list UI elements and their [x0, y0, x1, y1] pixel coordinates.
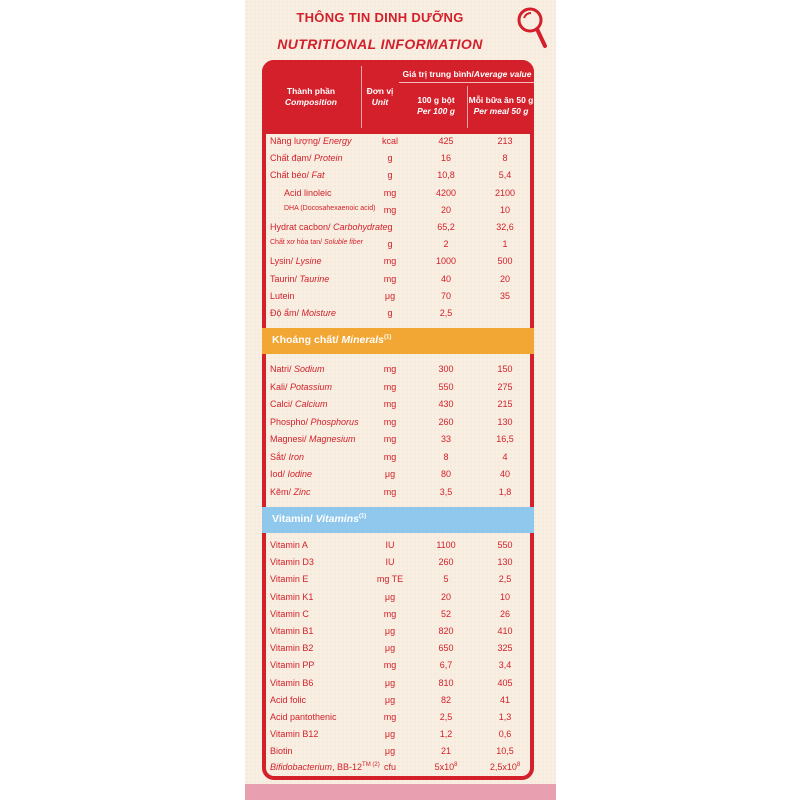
per-meal-header: Mỗi bữa ăn 50 g Per meal 50 g [468, 95, 534, 116]
table-row [266, 254, 530, 270]
unit-cell: mg [383, 364, 397, 374]
per-meal-cell: 215 [497, 399, 513, 409]
table-row [266, 237, 530, 253]
nutrient-name: Natri/ Sodium [270, 364, 325, 374]
unit-cell: μg [384, 746, 396, 757]
per-100g-cell: 82 [440, 694, 451, 705]
header-divider [467, 86, 468, 128]
per-100g-cell: 260 [438, 416, 454, 427]
per-meal-cell: 500 [497, 256, 513, 267]
per-meal-cell: 8 [502, 153, 508, 164]
unit-cell: g [387, 308, 393, 318]
nutrient-name: Calci/ Calcium [270, 399, 328, 409]
nutrient-name: Vitamin D3 [270, 557, 314, 568]
nutrient-name: Phospho/ Phosphorus [270, 416, 359, 427]
per-meal-cell: 20 [499, 273, 510, 284]
per-100g-cell: 70 [440, 290, 451, 301]
nutrient-name: Chất đạm/ Protein [270, 153, 343, 164]
unit-cell: mg [383, 187, 397, 198]
unit-cell: mg [383, 273, 397, 284]
table-row [266, 590, 530, 606]
per-100g-header: 100 g bột Per 100 g [417, 95, 455, 116]
unit-cell: mg [383, 486, 397, 497]
per-meal-cell: 150 [497, 364, 513, 374]
nutrient-name: Acid pantothenic [270, 712, 337, 722]
unit-cell: g [387, 170, 393, 181]
table-row [266, 397, 530, 413]
per-100g-cell: 650 [438, 643, 454, 654]
per-100g-cell: 1000 [435, 256, 457, 267]
per-meal-cell: 405 [497, 677, 513, 688]
unit-cell: mg [383, 416, 397, 427]
table-row [266, 658, 530, 674]
table-row [266, 432, 530, 448]
composition-header: Thành phần Composition [285, 86, 337, 107]
per-100g-cell: 1100 [436, 540, 456, 550]
nutrient-name: Taurin/ Taurine [270, 273, 330, 284]
table-row [266, 641, 530, 657]
per-meal-cell: 3,4 [498, 660, 512, 671]
table-row [266, 744, 530, 760]
unit-cell: mg [383, 660, 397, 671]
unit-cell: μg [384, 290, 396, 301]
unit-cell: g [387, 153, 393, 164]
per-100g-cell: 8 [443, 451, 449, 462]
table-row [266, 220, 530, 236]
per-100g-cell: 33 [440, 434, 451, 444]
unit-cell: kcal [381, 136, 398, 146]
table-row [266, 151, 530, 167]
table-row [266, 272, 530, 288]
per-100g-cell: 3,5 [439, 486, 453, 497]
nutrient-name: Biotin [270, 746, 293, 757]
table-row [266, 710, 530, 726]
per-100g-cell: 1,2 [439, 729, 453, 740]
nutrient-name: Lysin/ Lysine [270, 256, 322, 267]
unit-cell: μg [384, 694, 396, 705]
per-meal-cell: 550 [497, 540, 513, 550]
per-meal-cell: 2100 [494, 187, 516, 198]
per-meal-cell: 35 [499, 290, 510, 301]
title-vietnamese: THÔNG TIN DINH DƯỠNG [296, 10, 464, 25]
nutrient-name: Vitamin E [270, 574, 309, 585]
per-100g-cell: 550 [438, 381, 454, 392]
title-english: NUTRITIONAL INFORMATION [277, 36, 483, 52]
nutrient-name: Iod/ Iodine [270, 469, 313, 479]
table-row [266, 168, 530, 184]
per-meal-cell: 213 [497, 136, 513, 146]
header-divider [361, 66, 362, 128]
table-row [266, 485, 530, 501]
table-row [266, 203, 530, 219]
packaging-strip [245, 784, 556, 800]
nutrient-name: Lutein [270, 290, 295, 301]
unit-cell: mg [383, 451, 397, 462]
per-meal-cell: 10 [499, 204, 510, 215]
nutrient-name: Kali/ Potassium [270, 381, 333, 392]
unit-header: Đơn vị Unit [366, 86, 394, 107]
average-value-header: Giá trị trung bình/Average value [402, 69, 532, 79]
per-100g-cell: 10,8 [437, 170, 455, 181]
per-100g-cell: 2,5 [439, 308, 453, 318]
per-meal-cell: 275 [497, 381, 513, 392]
table-row [266, 693, 530, 709]
table-row [266, 306, 530, 322]
per-100g-cell: 260 [438, 557, 454, 568]
table-row [266, 624, 530, 640]
per-meal-cell: 0,6 [498, 729, 512, 740]
per-100g-cell: 6,7 [439, 660, 453, 671]
per-meal-cell: 2,5 [498, 574, 512, 585]
per-meal-cell: 32,6 [496, 222, 514, 232]
per-100g-cell: 40 [440, 273, 451, 284]
nutrient-name: Chất xơ hòa tan/ Soluble fiber [270, 239, 363, 247]
per-100g-cell: 20 [440, 591, 451, 602]
nutrient-name: Vitamin B6 [270, 677, 314, 688]
table-row [266, 134, 530, 150]
unit-cell: μg [384, 677, 396, 688]
nutrient-name: Acid linoleic [284, 187, 332, 198]
per-100g-cell: 65,2 [437, 222, 455, 232]
unit-cell: IU [385, 557, 395, 568]
unit-cell: mg [383, 608, 397, 619]
per-100g-cell: 2,5 [439, 712, 453, 722]
per-100g-cell: 5 [443, 574, 449, 585]
per-meal-cell: 16,5 [496, 434, 514, 444]
per-meal-cell: 4 [502, 451, 508, 462]
nutrient-name: Chất béo/ Fat [270, 170, 325, 181]
nutrient-name: Vitamin PP [270, 660, 315, 671]
nutrient-name: Vitamin B12 [270, 729, 319, 740]
per-meal-cell: 5,4 [498, 170, 512, 181]
table-row [266, 676, 530, 692]
nutrient-name: Vitamin K1 [270, 591, 314, 602]
nutrient-name: Độ ẩm/ Moisture [270, 308, 337, 318]
nutrient-name: Hydrat cacbon/ Carbohydrate [270, 222, 388, 232]
nutrient-name: Vitamin B1 [270, 626, 314, 636]
unit-cell: mg [383, 256, 397, 267]
table-row [266, 467, 530, 483]
per-meal-cell: 410 [497, 626, 513, 636]
per-100g-cell: 820 [438, 626, 454, 636]
unit-cell: mg TE [376, 574, 404, 585]
vitamins-band: Vitamin/ Vitamins$^{(1)}$ [262, 507, 534, 533]
per-meal-cell: 40 [499, 469, 510, 479]
unit-cell: mg [383, 434, 397, 444]
per-meal-cell: 130 [497, 416, 513, 427]
unit-cell: μg [384, 591, 396, 602]
table-row [266, 555, 530, 571]
nutrient-name: Acid folic [270, 694, 307, 705]
header-divider [399, 82, 534, 83]
table-row [266, 450, 530, 466]
per-100g-cell: 300 [438, 364, 454, 374]
table-row [266, 380, 530, 396]
unit-cell: g [387, 239, 393, 250]
per-meal-cell: 1 [502, 239, 508, 250]
per-meal-cell: 26 [499, 608, 510, 619]
per-100g-cell: 80 [440, 469, 451, 479]
table-row [266, 572, 530, 588]
table-row [266, 415, 530, 431]
unit-cell: μg [384, 626, 396, 636]
per-meal-cell: 1,3 [498, 712, 512, 722]
per-100g-cell: 16 [440, 153, 451, 164]
table-row [266, 362, 530, 378]
unit-cell: μg [384, 729, 396, 740]
table-row-bifidobacterium: Bifidobacterium, $BB-12^{TM (2)}$ cfu $5x10^8$ $2,5x10^8$ [270, 762, 521, 772]
nutrient-name: Năng lượng/ Energy [270, 136, 352, 146]
per-meal-cell: 41 [499, 694, 510, 705]
nutrient-name: Kẽm/ Zinc [270, 486, 311, 497]
nutrient-name: Magnesi/ Magnesium [270, 434, 356, 444]
per-100g-cell: 21 [440, 746, 451, 757]
per-100g-cell: 4200 [435, 187, 457, 198]
unit-cell: IU [385, 540, 395, 550]
unit-cell: mg [383, 712, 397, 722]
per-meal-cell: 1,8 [498, 486, 512, 497]
nutrient-name: Vitamin B2 [270, 643, 314, 654]
table-row [266, 607, 530, 623]
table-row [266, 289, 530, 305]
table-row [266, 538, 530, 554]
unit-cell: mg [383, 381, 397, 392]
minerals-band: Khoáng chất/ Minerals$^{(1)}$ [262, 328, 534, 354]
nutrient-name: DHA (Docosahexaenoic acid) [284, 204, 376, 212]
magnifier-icon [514, 4, 548, 50]
table-row [266, 186, 530, 202]
nutrient-name: Vitamin C [270, 608, 309, 619]
per-meal-cell: 130 [497, 557, 513, 568]
per-meal-cell: 10 [499, 591, 510, 602]
table-row [266, 727, 530, 743]
unit-cell: μg [384, 643, 396, 654]
nutrient-name: Vitamin A [270, 540, 308, 550]
per-100g-cell: 425 [438, 136, 454, 146]
unit-cell: mg [383, 399, 397, 409]
per-100g-cell: 52 [440, 608, 451, 619]
per-100g-cell: 20 [440, 204, 451, 215]
unit-cell: g [387, 222, 393, 232]
unit-cell: μg [384, 469, 396, 479]
per-100g-cell: 430 [438, 399, 454, 409]
per-100g-cell: 2 [443, 239, 449, 250]
nutrient-name: Sắt/ Iron [270, 451, 305, 462]
per-100g-cell: 810 [438, 677, 454, 688]
per-meal-cell: 325 [497, 643, 513, 654]
unit-cell: mg [383, 204, 397, 215]
per-meal-cell: 10,5 [496, 746, 514, 757]
